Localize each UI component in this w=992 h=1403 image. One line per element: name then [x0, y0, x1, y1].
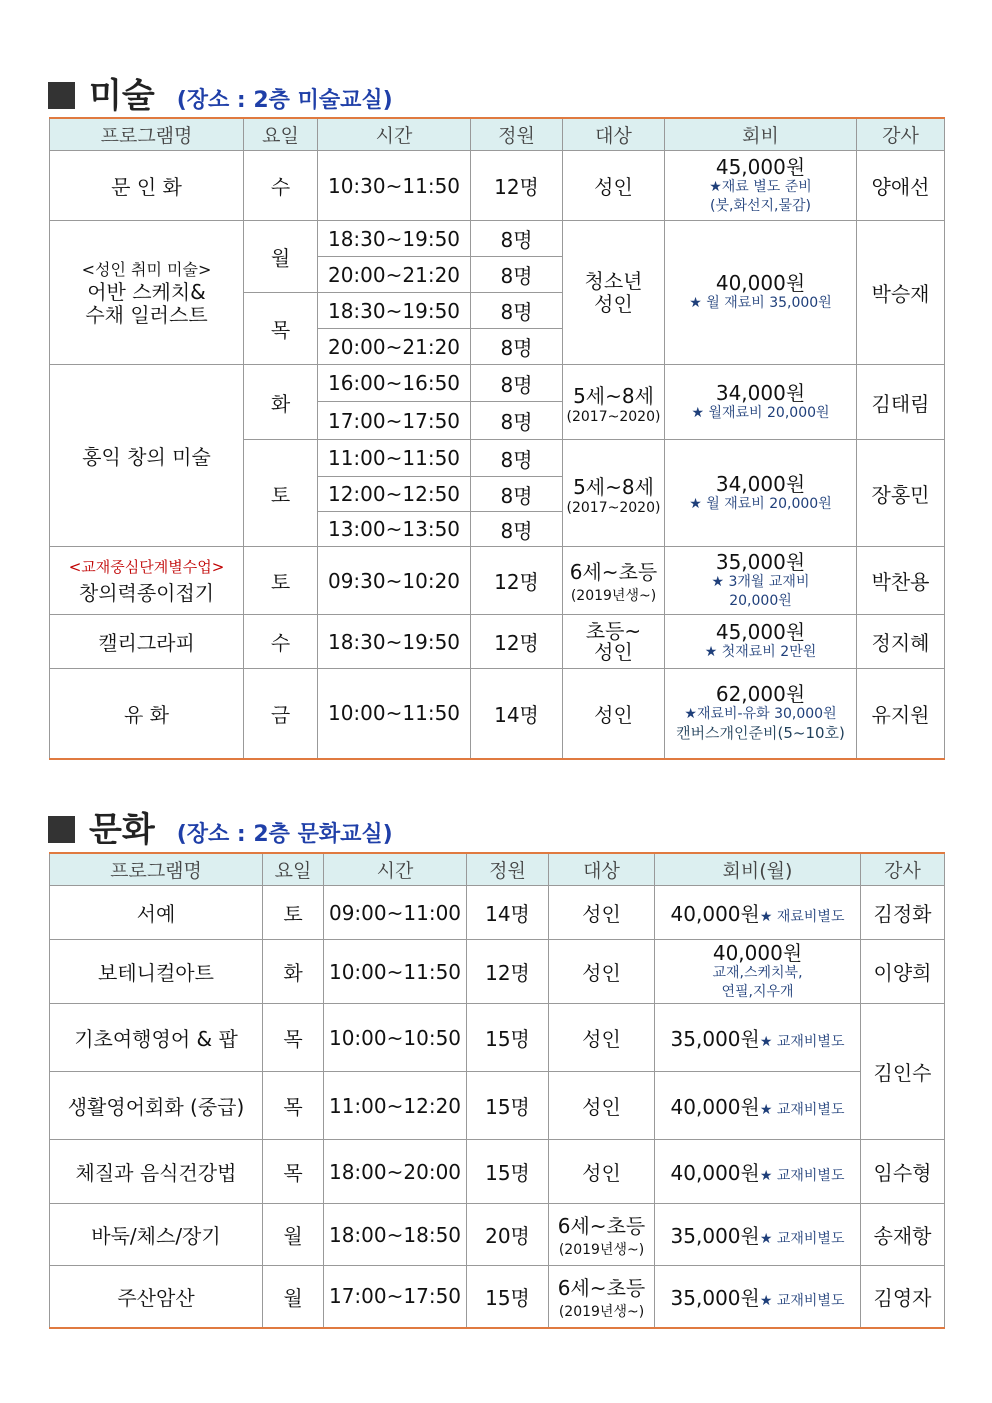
target-line: 성인	[594, 639, 633, 664]
table-row	[50, 221, 945, 257]
teacher-cell: 송재항	[861, 1204, 945, 1266]
teacher-cell: 김태림	[857, 365, 945, 440]
fee-note: ★ 교재비별도	[759, 1292, 845, 1309]
teacher-cell: 양애선	[857, 151, 945, 221]
header-target: 대상	[549, 853, 655, 886]
fee-amount: 45,000원	[715, 154, 806, 179]
header-time: 시간	[318, 118, 471, 151]
fee-cell	[665, 440, 857, 547]
table-row	[50, 547, 945, 615]
header-day: 요일	[263, 853, 324, 886]
capacity-cell: 8명	[471, 257, 563, 293]
table-row	[50, 615, 945, 669]
culture-title: 문화	[89, 810, 155, 850]
program-name: 서예	[50, 886, 263, 940]
time-cell: 13:00~13:50	[318, 512, 471, 547]
day-cell: 목	[263, 1072, 324, 1140]
teacher-cell: 박승재	[857, 221, 945, 365]
fee-cell	[655, 1072, 861, 1140]
time-cell: 10:00~11:50	[324, 940, 467, 1004]
capacity-cell: 8명	[471, 512, 563, 547]
capacity-cell: 12명	[471, 615, 563, 669]
art-table	[49, 117, 945, 760]
day-cell: 토	[263, 886, 324, 940]
fee-note: 교재,스케치북,	[712, 964, 803, 981]
day-cell: 목	[263, 1140, 324, 1204]
program-name	[50, 547, 244, 615]
target-cell: 성인	[549, 1140, 655, 1204]
target-years: (2017~2020)	[566, 499, 661, 516]
fee-note: ★ 월 재료비 20,000원	[689, 495, 832, 512]
target-line: 5세~8세	[573, 383, 654, 408]
fee-cell	[655, 1204, 861, 1266]
fee-amount: 40,000원	[670, 1161, 760, 1185]
teacher-cell: 장홍민	[857, 440, 945, 547]
time-cell: 20:00~21:20	[318, 257, 471, 293]
capacity-cell: 8명	[471, 293, 563, 329]
time-cell: 18:30~19:50	[318, 615, 471, 669]
fee-note: 캔버스개인준비(5~10호)	[676, 724, 845, 743]
time-cell: 18:30~19:50	[318, 221, 471, 257]
day-cell: 수	[244, 151, 318, 221]
table-row	[50, 1004, 945, 1072]
target-cell	[549, 1204, 655, 1266]
teacher-cell: 김인수	[861, 1004, 945, 1140]
capacity-cell: 8명	[471, 402, 563, 440]
target-years: (2019년생~)	[558, 1242, 645, 1258]
time-cell: 20:00~21:20	[318, 329, 471, 365]
target-line: 5세~8세	[573, 474, 654, 499]
teacher-cell: 유지원	[857, 669, 945, 759]
target-cell: 성인	[549, 886, 655, 940]
time-cell: 18:00~18:50	[324, 1204, 467, 1266]
fee-note: ★ 첫재료비 2만원	[704, 644, 817, 660]
target-cell: 성인	[549, 1004, 655, 1072]
header-teacher: 강사	[857, 118, 945, 151]
program-name: 생활영어회화 (중급)	[50, 1072, 263, 1140]
fee-cell	[655, 1140, 861, 1204]
header-day: 요일	[244, 118, 318, 151]
teacher-cell: 정지혜	[857, 615, 945, 669]
table-row	[50, 1072, 945, 1140]
target-years: (2017~2020)	[566, 408, 661, 425]
program-name: 문 인 화	[50, 151, 244, 221]
capacity-cell: 15명	[467, 1266, 549, 1328]
time-cell: 18:00~20:00	[324, 1140, 467, 1204]
fee-amount: 35,000원	[670, 1027, 760, 1051]
fee-amount: 45,000원	[715, 620, 806, 644]
time-cell: 18:30~19:50	[318, 293, 471, 329]
target-line: 6세~초등	[557, 1214, 646, 1238]
fee-cell	[655, 940, 861, 1004]
header-fee: 회비	[665, 118, 857, 151]
fee-amount: 35,000원	[715, 549, 806, 574]
art-title: 미술	[89, 76, 155, 116]
fee-amount: 40,000원	[670, 902, 760, 926]
fee-note: ★ 교재비별도	[759, 1168, 845, 1184]
fee-note: ★ 교재비별도	[759, 1034, 845, 1050]
capacity-cell: 14명	[471, 669, 563, 759]
day-cell: 월	[244, 221, 318, 293]
time-cell: 09:30~10:20	[318, 547, 471, 615]
table-row	[50, 365, 945, 402]
capacity-cell: 15명	[467, 1004, 549, 1072]
time-cell: 17:00~17:50	[318, 402, 471, 440]
time-cell: 10:30~11:50	[318, 151, 471, 221]
target-cell: 성인	[563, 151, 665, 221]
day-cell: 월	[263, 1266, 324, 1328]
program-name: 유 화	[50, 669, 244, 759]
day-cell: 목	[263, 1004, 324, 1072]
teacher-cell: 김정화	[861, 886, 945, 940]
fee-amount: 34,000원	[715, 380, 806, 405]
capacity-cell: 20명	[467, 1204, 549, 1266]
square-bullet-icon	[48, 82, 75, 109]
time-cell: 09:00~11:00	[324, 886, 467, 940]
target-line: 6세~초등	[569, 560, 658, 584]
table-row	[50, 1140, 945, 1204]
target-line: 초등~	[585, 618, 642, 643]
time-cell: 16:00~16:50	[318, 365, 471, 402]
time-cell: 10:00~11:50	[318, 669, 471, 759]
target-line: 성인	[594, 291, 633, 316]
program-name-line: 어반 스케치&	[87, 280, 206, 304]
fee-note: ★재료비-유화 30,000원	[684, 706, 837, 723]
program-name: 주산암산	[50, 1266, 263, 1328]
table-row	[50, 151, 945, 221]
teacher-cell: 박찬용	[857, 547, 945, 615]
day-cell: 수	[244, 615, 318, 669]
capacity-cell: 12명	[471, 151, 563, 221]
header-capacity: 정원	[471, 118, 563, 151]
day-cell: 화	[263, 940, 324, 1004]
target-line: 청소년	[584, 268, 643, 293]
table-row	[50, 1266, 945, 1328]
table-row	[50, 1204, 945, 1266]
target-cell: 성인	[549, 1072, 655, 1140]
fee-amount: 40,000원	[715, 271, 806, 295]
day-cell: 월	[263, 1204, 324, 1266]
header-teacher: 강사	[861, 853, 945, 886]
program-name: 보테니컬아트	[50, 940, 263, 1004]
teacher-cell: 김영자	[861, 1266, 945, 1328]
fee-amount: 35,000원	[670, 1224, 760, 1248]
fee-note: ★ 교재비별도	[759, 1231, 845, 1247]
capacity-cell: 8명	[471, 329, 563, 365]
header-program: 프로그램명	[50, 853, 263, 886]
capacity-cell: 15명	[467, 1072, 549, 1140]
target-cell	[563, 365, 665, 440]
fee-cell	[665, 669, 857, 759]
program-subtitle: <성인 취미 미술>	[81, 260, 212, 279]
target-cell: 성인	[549, 940, 655, 1004]
target-cell	[563, 440, 665, 547]
time-cell: 17:00~17:50	[324, 1266, 467, 1328]
fee-cell	[655, 1004, 861, 1072]
fee-cell	[665, 151, 857, 221]
program-name: 바둑/체스/장기	[50, 1204, 263, 1266]
fee-note: ★ 월 재료비 35,000원	[689, 295, 832, 311]
table-header-row	[50, 853, 945, 886]
target-line: 6세~초등	[557, 1275, 646, 1300]
day-cell: 금	[244, 669, 318, 759]
target-cell	[563, 547, 665, 615]
fee-note: ★재료 별도 준비	[709, 178, 812, 195]
time-cell: 11:00~12:20	[324, 1072, 467, 1140]
program-name	[50, 221, 244, 365]
time-cell: 12:00~12:50	[318, 477, 471, 512]
art-location: (장소 : 2층 미술교실)	[176, 88, 393, 113]
teacher-cell: 이양희	[861, 940, 945, 1004]
capacity-cell: 8명	[471, 440, 563, 477]
fee-cell	[655, 1266, 861, 1328]
fee-note: ★ 월재료비 20,000원	[691, 404, 830, 421]
day-cell: 목	[244, 293, 318, 365]
teacher-cell: 임수형	[861, 1140, 945, 1204]
fee-cell	[665, 547, 857, 615]
program-name-line: 수채 일러스트	[85, 303, 208, 327]
fee-note: (붓,화선지,물감)	[710, 197, 811, 214]
capacity-cell: 12명	[467, 940, 549, 1004]
fee-note: 20,000원	[729, 592, 792, 609]
table-header-row	[50, 118, 945, 151]
time-cell: 11:00~11:50	[318, 440, 471, 477]
culture-section-title	[48, 802, 393, 851]
table-row	[50, 669, 945, 759]
day-cell: 토	[244, 547, 318, 615]
culture-table	[49, 852, 945, 1329]
fee-amount: 34,000원	[715, 471, 806, 496]
fee-note: ★ 교재비별도	[759, 1102, 845, 1118]
fee-cell	[655, 886, 861, 940]
target-years: (2019년생~)	[570, 588, 657, 604]
program-name-line: 창의력종이접기	[78, 580, 215, 605]
table-row	[50, 886, 945, 940]
header-target: 대상	[563, 118, 665, 151]
capacity-cell: 8명	[471, 365, 563, 402]
fee-note: 연필,지우개	[721, 983, 794, 1000]
program-subtitle: <교재중심단계별수업>	[68, 557, 225, 576]
fee-amount: 40,000원	[670, 1095, 760, 1119]
program-name: 캘리그라피	[50, 615, 244, 669]
day-cell: 토	[244, 440, 318, 547]
time-cell: 10:00~10:50	[324, 1004, 467, 1072]
capacity-cell: 8명	[471, 221, 563, 257]
fee-amount: 62,000원	[715, 682, 806, 707]
fee-note: ★ 3개월 교재비	[711, 573, 810, 590]
program-name: 홍익 창의 미술	[50, 365, 244, 547]
header-program: 프로그램명	[50, 118, 244, 151]
fee-cell	[665, 221, 857, 365]
target-cell	[549, 1266, 655, 1328]
capacity-cell: 14명	[467, 886, 549, 940]
fee-cell	[665, 615, 857, 669]
program-name: 기초여행영어 & 팝	[50, 1004, 263, 1072]
fee-note: ★ 재료비별도	[759, 909, 845, 925]
day-cell: 화	[244, 365, 318, 440]
header-capacity: 정원	[467, 853, 549, 886]
fee-cell	[665, 365, 857, 440]
capacity-cell: 8명	[471, 477, 563, 512]
header-fee: 회비(월)	[655, 853, 861, 886]
target-cell: 성인	[563, 669, 665, 759]
target-years: (2019년생~)	[558, 1303, 645, 1320]
table-row	[50, 940, 945, 1004]
fee-amount: 35,000원	[670, 1285, 760, 1310]
fee-amount: 40,000원	[712, 940, 803, 965]
culture-location: (장소 : 2층 문화교실)	[176, 822, 393, 847]
header-time: 시간	[324, 853, 467, 886]
target-cell	[563, 221, 665, 365]
target-cell	[563, 615, 665, 669]
square-bullet-icon	[48, 816, 75, 843]
capacity-cell: 15명	[467, 1140, 549, 1204]
art-section-title	[48, 68, 393, 117]
capacity-cell: 12명	[471, 547, 563, 615]
program-name: 체질과 음식건강법	[50, 1140, 263, 1204]
